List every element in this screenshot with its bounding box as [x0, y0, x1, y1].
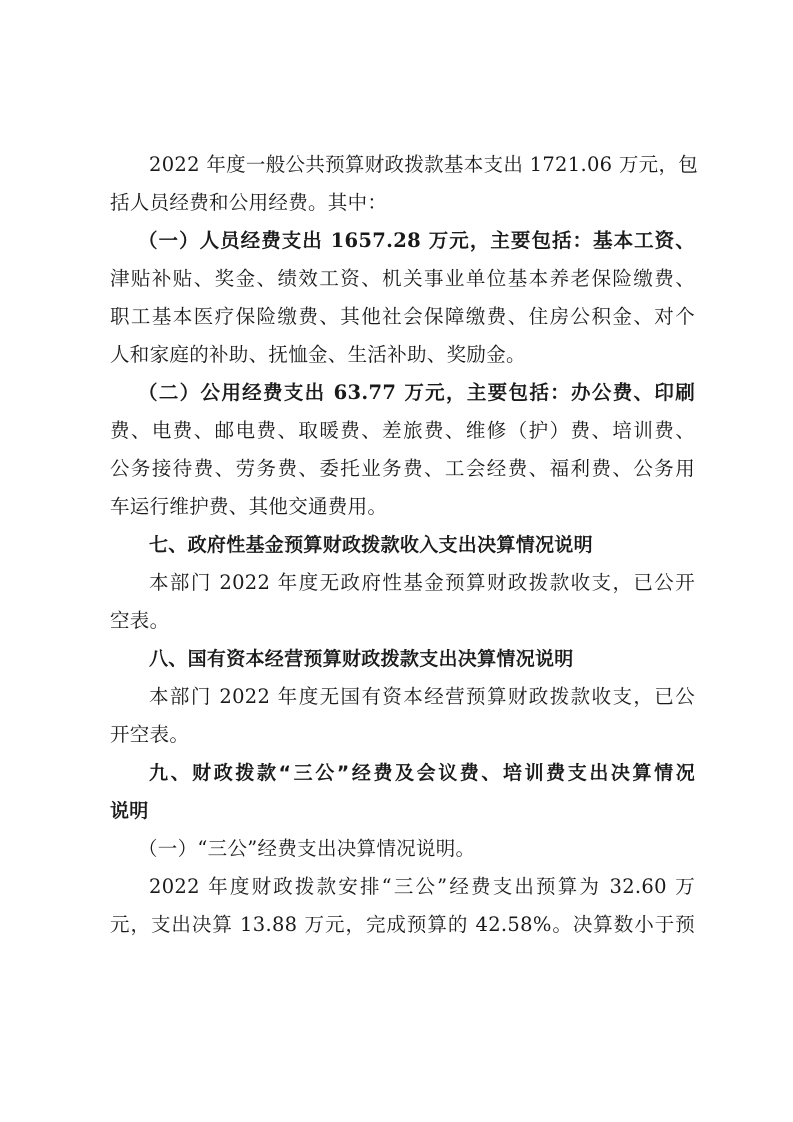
three-public-line-2: 元，支出决算 13.88 万元，完成预算的 42.58%。决算数小于预: [110, 913, 695, 936]
section-heading-7: 七、政府性基金预算财政拨款收入支出决算情况说明: [149, 534, 593, 556]
personnel-expense-line-2: 津贴补贴、奖金、绩效工资、机关事业单位基本养老保险缴费、: [110, 267, 695, 290]
public-expense-line-1: （二）公用经费支出 63.77 万元，主要包括：办公费、印刷: [138, 381, 695, 404]
section-heading-9-line-1: 九、财政拨款“三公”经费及会议费、培训费支出决算情况: [149, 762, 695, 784]
state-capital-line-2: 开空表。: [110, 723, 190, 746]
government-fund-line-2: 空表。: [110, 609, 170, 632]
basic-expenditure-line-1: 2022 年度一般公共预算财政拨款基本支出 1721.06 万元，包: [149, 153, 699, 176]
personnel-expense-line-3: 职工基本医疗保险缴费、其他社会保障缴费、住房公积金、对个: [110, 305, 695, 328]
basic-expenditure-line-2: 括人员经费和公用经费。其中：: [110, 191, 388, 214]
government-fund-line-1: 本部门 2022 年度无政府性基金预算财政拨款收支，已公开: [149, 571, 695, 594]
section-heading-9-line-2: 说明: [110, 800, 149, 822]
three-public-subheading: （一）“三公”经费支出决算情况说明。: [138, 837, 476, 860]
public-expense-line-3: 公务接待费、劳务费、委托业务费、工会经费、福利费、公务用: [110, 457, 695, 480]
public-expense-line-2: 费、电费、邮电费、取暖费、差旅费、维修（护）费、培训费、: [110, 419, 695, 442]
state-capital-line-1: 本部门 2022 年度无国有资本经营预算财政拨款收支，已公: [149, 685, 695, 708]
public-expense-line-4: 车运行维护费、其他交通费用。: [110, 495, 388, 518]
personnel-expense-line-1: （一）人员经费支出 1657.28 万元，主要包括：基本工资、: [138, 229, 695, 252]
personnel-expense-line-4: 人和家庭的补助、抚恤金、生活补助、奖励金。: [110, 343, 526, 366]
three-public-line-1: 2022 年度财政拨款安排“三公”经费支出预算为 32.60 万: [149, 875, 695, 898]
document-body: [110, 146, 699, 944]
section-heading-8: 八、国有资本经营预算财政拨款支出决算情况说明: [149, 648, 574, 670]
